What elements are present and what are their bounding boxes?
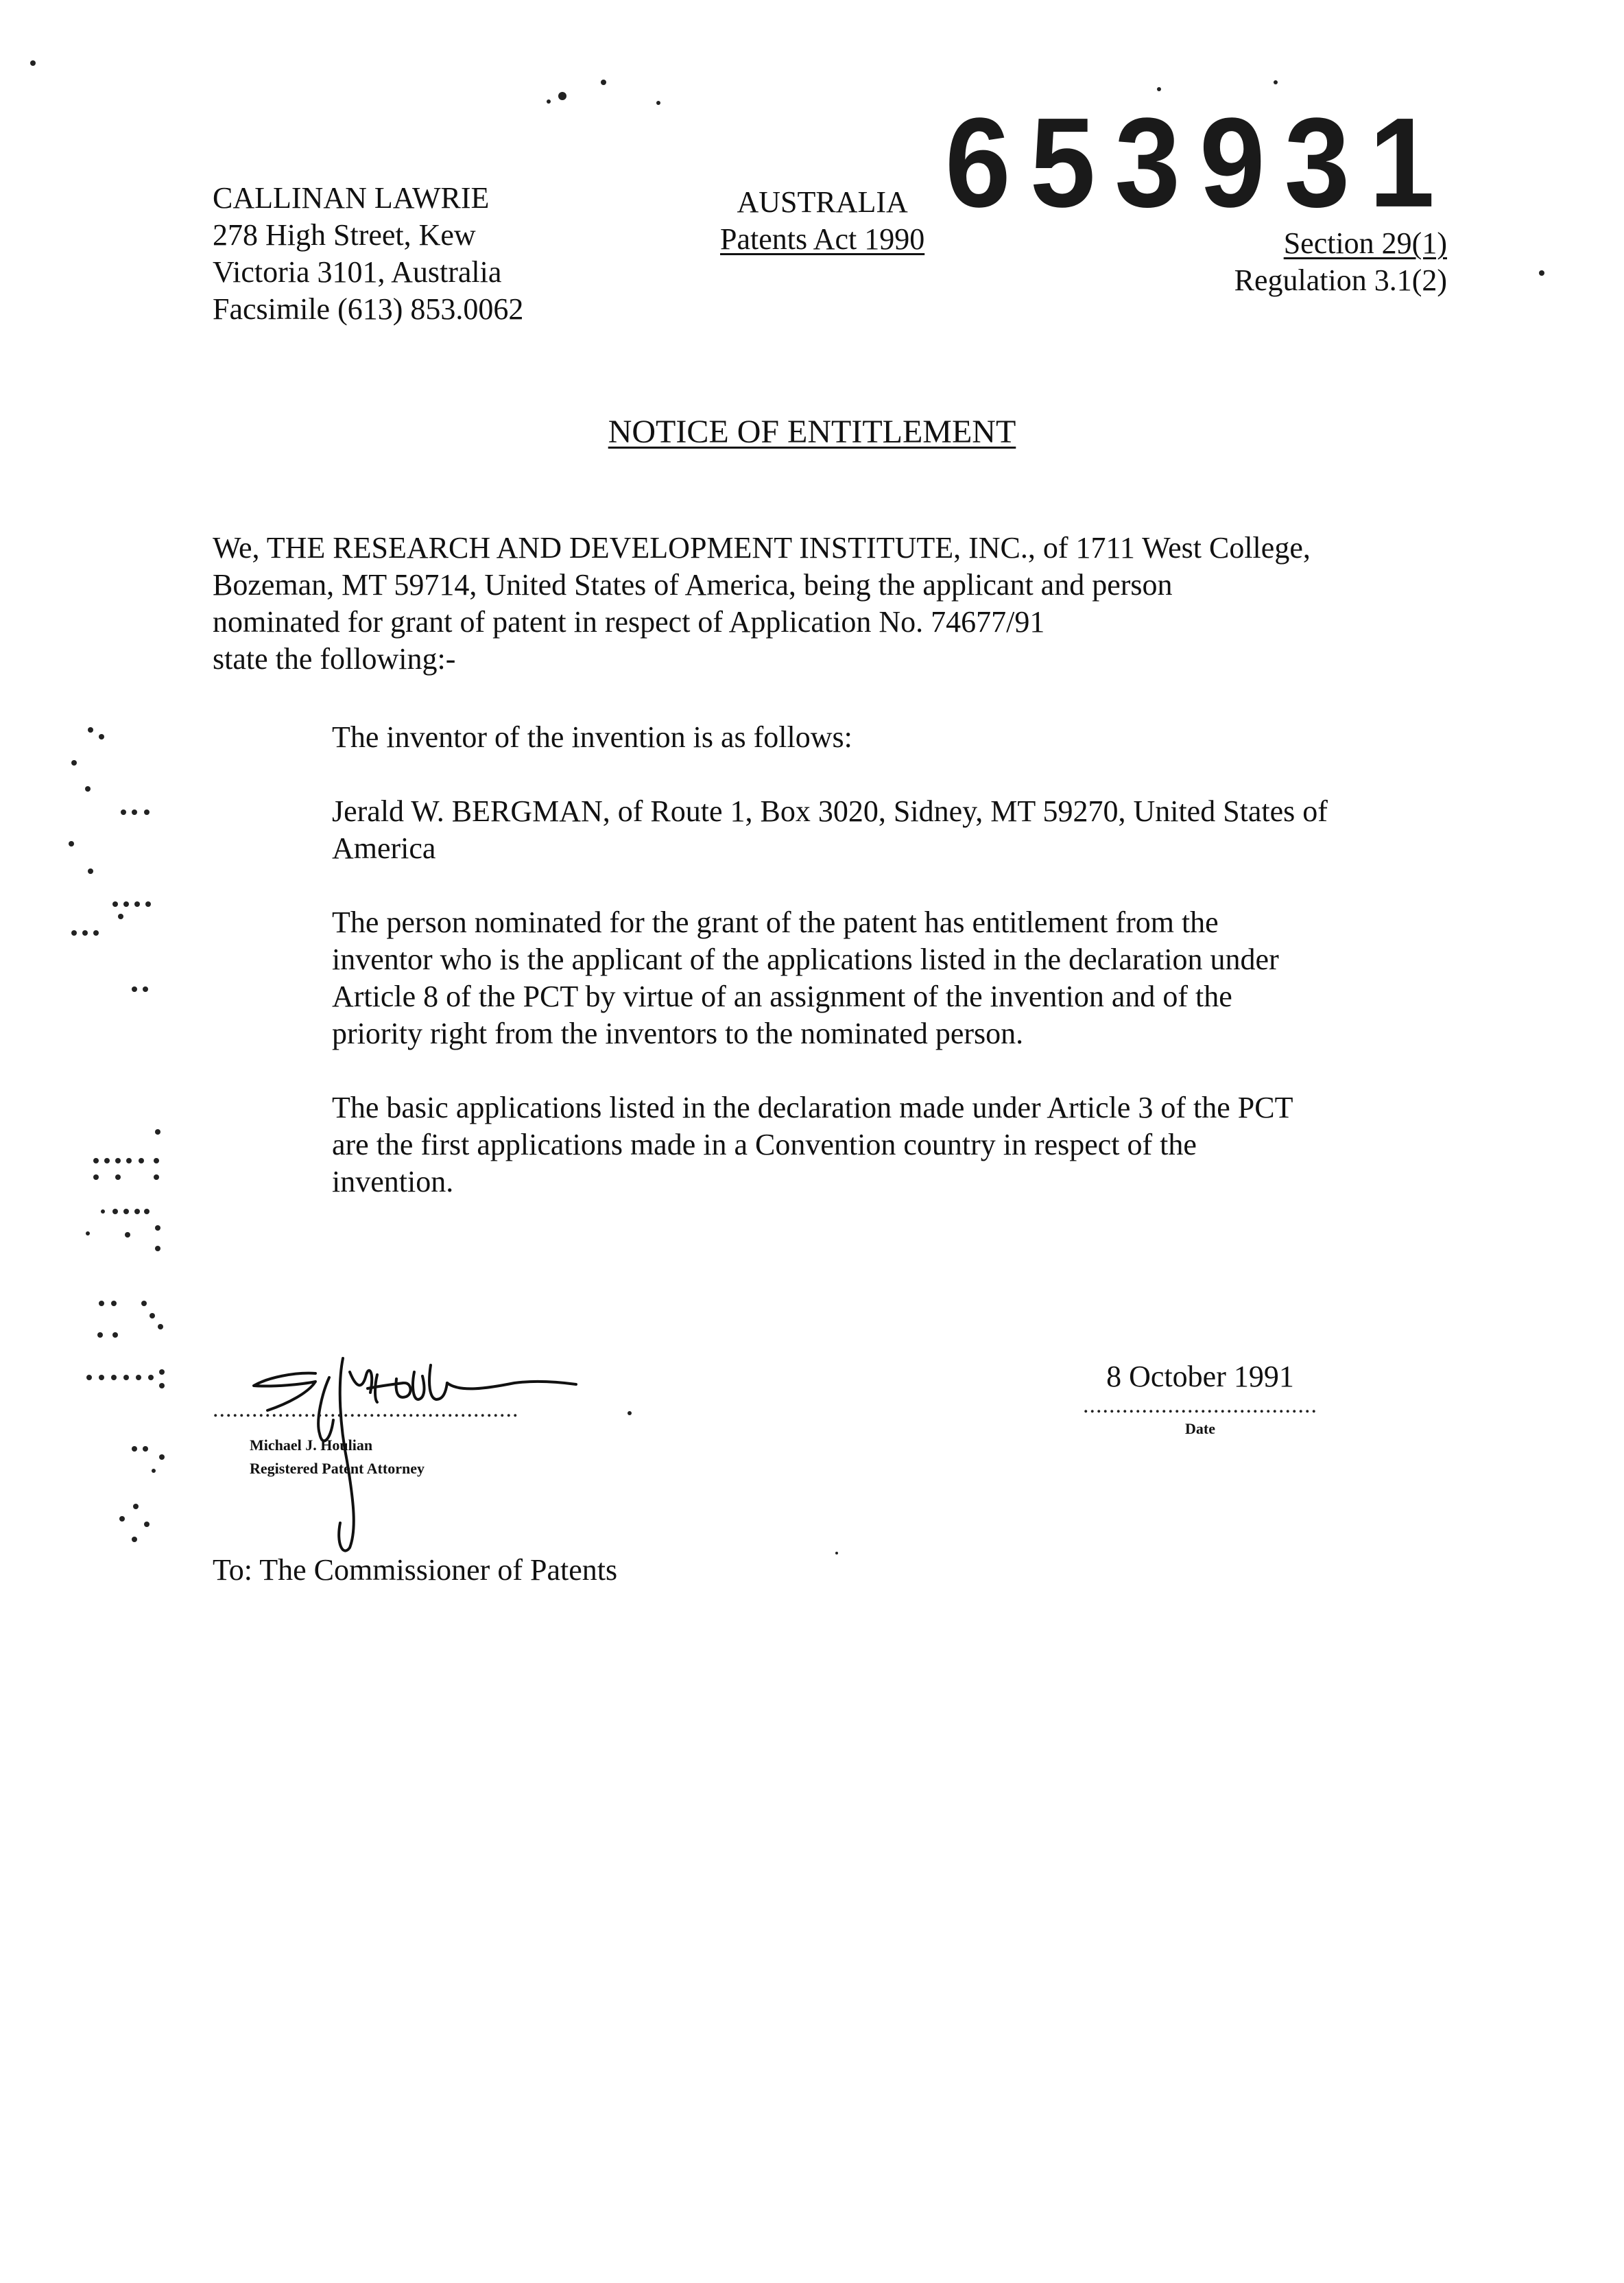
signatory-name: Michael J. Houlian [250,1436,373,1454]
patent-number-stamp: 653931 [945,91,1454,234]
firm-city: Victoria 3101, Australia [213,255,502,289]
regulation-number: Regulation 3.1(2) [1234,263,1447,297]
text-line: The basic applications listed in the declaration made under Article 3 of the PCT [332,1091,1293,1124]
firm-address [213,180,523,328]
entitlement-paragraph [332,904,1279,1052]
signature-block [213,1345,638,1564]
document-title: NOTICE OF ENTITLEMENT [608,414,1016,450]
signature-line: ............................................... [213,1397,519,1422]
signatory-role: Registered Patent Attorney [250,1460,425,1477]
firm-name: CALLINAN LAWRIE [213,181,490,215]
date-block [1056,1358,1344,1439]
basic-applications-paragraph [332,1089,1293,1200]
inventor-paragraph [332,793,1328,867]
jurisdiction-block [720,184,924,258]
text-line: priority right from the inventors to the nominated person. [332,1017,1024,1050]
date-line: .................................... [1083,1393,1317,1418]
text-line: America [332,831,436,865]
text-line: inventor who is the applicant of the applications listed in the declaration under [332,943,1279,976]
country: AUSTRALIA [737,185,908,219]
date-value: 8 October 1991 [1106,1360,1294,1393]
text-line: The inventor of the invention is as follows: [332,720,852,754]
text-line: are the first applications made in a Convention country in respect of the [332,1128,1197,1161]
text-line: Bozeman, MT 59714, United States of America, being the applicant and person [213,568,1173,602]
text-line: nominated for grant of patent in respect of Application No. 74677/91 [213,605,1045,639]
addressee-line: To: The Commissioner of Patents [213,1553,618,1587]
text-line: Jerald W. BERGMAN, of Route 1, Box 3020, Sidney, MT 59270, United States of [332,794,1328,828]
date-label: Date [1185,1420,1215,1437]
firm-facsimile: Facsimile (613) 853.0062 [213,292,524,326]
intro-paragraph [213,530,1311,678]
inventor-intro-paragraph [332,719,852,756]
text-line: The person nominated for the grant of the patent has entitlement from the [332,906,1219,939]
section-reference [1234,225,1447,299]
text-line: state the following:- [213,642,456,676]
act-reference: Patents Act 1990 [720,222,925,256]
text-line: invention. [332,1165,454,1198]
text-line: We, THE RESEARCH AND DEVELOPMENT INSTITUTE, INC., of 1711 West College, [213,531,1311,565]
firm-street: 278 High Street, Kew [213,218,476,252]
section-number: Section 29(1) [1283,226,1447,260]
text-line: Article 8 of the PCT by virtue of an assignment of the invention and of the [332,980,1232,1013]
